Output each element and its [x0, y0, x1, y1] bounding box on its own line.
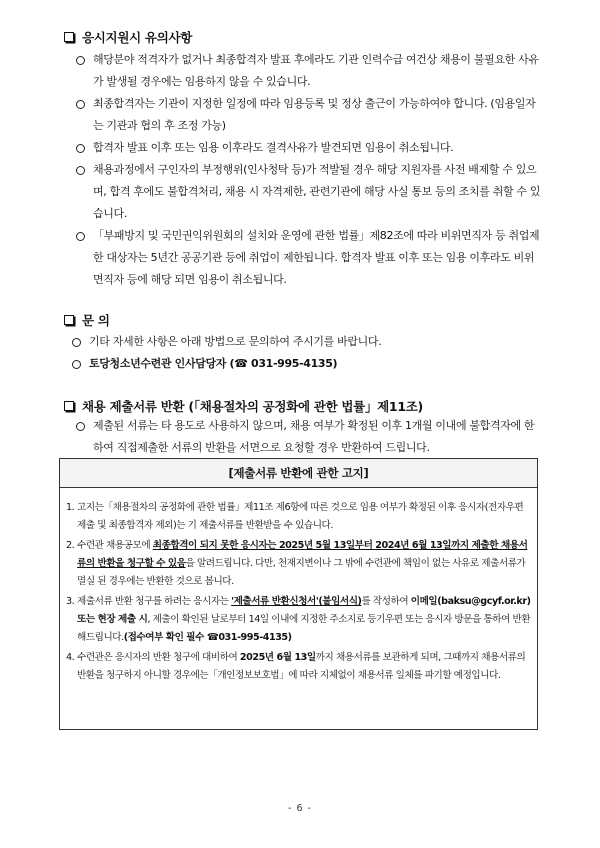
list-item-contact	[72, 353, 544, 375]
circle-bullet-icon	[72, 360, 81, 369]
section-title-application-notes	[64, 28, 192, 46]
section-title-inquiry	[64, 311, 110, 329]
notice-text-part: 를 작성하여	[361, 596, 411, 607]
checkbox-square-icon	[64, 401, 74, 411]
notice-header: [제출서류 반환에 관한 고지]	[60, 459, 537, 488]
circle-bullet-icon	[76, 56, 85, 65]
notice-text	[77, 593, 531, 647]
notice-item	[66, 649, 531, 685]
notice-text-part: 수련관은 응시자의 반환 청구에 대비하여	[77, 652, 240, 663]
notice-emphasis: 최종합격이 되지 못한 응시자는 2025년 5월 13일부터 2024년 6월 13일까지 제출한 채용서류의 반환을 청구할 수 있음	[77, 540, 528, 569]
notice-text-part: , 제출이 확인된 날로부터 14일 이내에 지정한 주소지로 등기우편 또는 응시자 방문을 통하여 반환해드립니다.	[77, 614, 531, 643]
section-title-document-return	[64, 397, 423, 415]
notice-text-part: 제출서류 반환 청구를 하려는 응시자는	[77, 596, 232, 607]
section-title-text: 문 의	[82, 313, 110, 328]
notice-emphasis-phone: (접수여부 확인 필수 ☎031-995-4135)	[123, 632, 292, 643]
checkbox-square-icon	[64, 32, 74, 42]
section-title-text: 응시지원시 유의사항	[82, 30, 193, 45]
circle-bullet-icon	[76, 144, 85, 153]
list-item-text: 기타 자세한 사항은 아래 방법으로 문의하여 주시기를 바랍니다.	[89, 335, 382, 348]
list-item-text: 최종합격자는 기관이 지정한 일정에 따라 임용등록 및 정상 출근이 가능하여야 합니다. (임용일자는 기관과 협의 후 조정 가능)	[93, 97, 536, 132]
list-item	[76, 137, 544, 159]
page-number: - 6 -	[288, 803, 312, 814]
notice-emphasis: '제출서류 반환신청서'(붙임서식)	[231, 596, 362, 607]
circle-bullet-icon	[76, 100, 85, 109]
list-item-text: 해당분야 적격자가 없거나 최종합격자 발표 후에라도 기관 인력수급 여건상 채용이 불필요한 사유가 발생될 경우에는 임용하지 않을 수 있습니다.	[93, 53, 539, 88]
list-item	[76, 225, 544, 291]
notice-emphasis-email: 이메일(baksu@gcyf.or.kr) 또는 현장 제출 시	[77, 596, 531, 625]
notice-text	[77, 537, 531, 591]
notice-number: 1.	[66, 502, 75, 513]
notice-list	[66, 499, 531, 687]
list-item	[76, 93, 544, 137]
notice-text: 고지는「채용절차의 공정화에 관한 법률」제11조 제6항에 따른 것으로 임용 여부가 확정된 이후 응시자(전자우편 제출 및 최종합격자 제외)는 기 제출서류를 반환받을 수 있습니다.	[77, 502, 524, 531]
notice-item	[66, 593, 531, 647]
circle-bullet-icon	[76, 166, 85, 175]
notice-item	[66, 499, 531, 535]
circle-bullet-icon	[72, 338, 81, 347]
list-item-text: 채용과정에서 구인자의 부정행위(인사청탁 등)가 적발될 경우 해당 지원자를 사전 배제할 수 있으며, 합격 후에도 불합격처리, 채용 시 자격제한, 관련기관에 해당 사실 통보 등의 조치를 취할 수 있습니다.	[93, 163, 541, 220]
notice-number: 4.	[66, 652, 75, 663]
circle-bullet-icon	[76, 422, 85, 431]
list-item	[76, 49, 544, 93]
notice-number: 2.	[66, 540, 75, 551]
list-item	[72, 331, 544, 353]
circle-bullet-icon	[76, 232, 85, 241]
contact-text: 토당청소년수련관 인사담당자 (☎ 031-995-4135)	[89, 357, 338, 370]
checkbox-square-icon	[64, 315, 74, 325]
notice-text-part: 수련관 채용공모에	[77, 540, 153, 551]
list-item-text: 제출된 서류는 타 용도로 사용하지 않으며, 채용 여부가 확정된 이후 1개월 이내에 불합격자에 한하여 직접제출한 서류의 반환을 서면으로 요청할 경우 반환하여 드립니다.	[93, 419, 535, 454]
list-item	[76, 159, 544, 225]
list-item-text: 「부패방지 및 국민권익위원회의 설치와 운영에 관한 법률」제82조에 따라 비위면직자 등 취업제한 대상자는 5년간 공공기관 등에 취업이 제한됩니다. 합격자 발표 이후 또는 임용 이후라도 비위면직자 등에 해당 되면 임용이 취소됩니다.	[93, 229, 540, 286]
notice-text	[77, 649, 531, 685]
list-item-text: 합격자 발표 이후 또는 임용 이후라도 결격사유가 발견되면 임용이 취소됩니다.	[93, 141, 454, 154]
notice-box	[59, 458, 538, 730]
notice-number: 3.	[66, 596, 75, 607]
notice-text-part: 을 알려드립니다. 다만, 천재지변이나 그 밖에 수련관에 책임이 없는 사유로 제출서류가 멸실 된 경우에는 반환한 것으로 봅니다.	[77, 558, 526, 587]
list-item	[76, 415, 544, 459]
notice-item	[66, 537, 531, 591]
notice-text-part: 까지 채용서류를 보관하게 되며, 그때까지 채용서류의 반환을 청구하지 아니할 경우에는「개인정보보호법」에 따라 지체없이 채용서류 일체를 파기할 예정입니다.	[77, 652, 526, 681]
notice-emphasis-date: 2025년 6월 13일	[239, 652, 316, 663]
section-title-text: 채용 제출서류 반환 (「채용절차의 공정화에 관한 법률」제11조)	[82, 399, 423, 414]
